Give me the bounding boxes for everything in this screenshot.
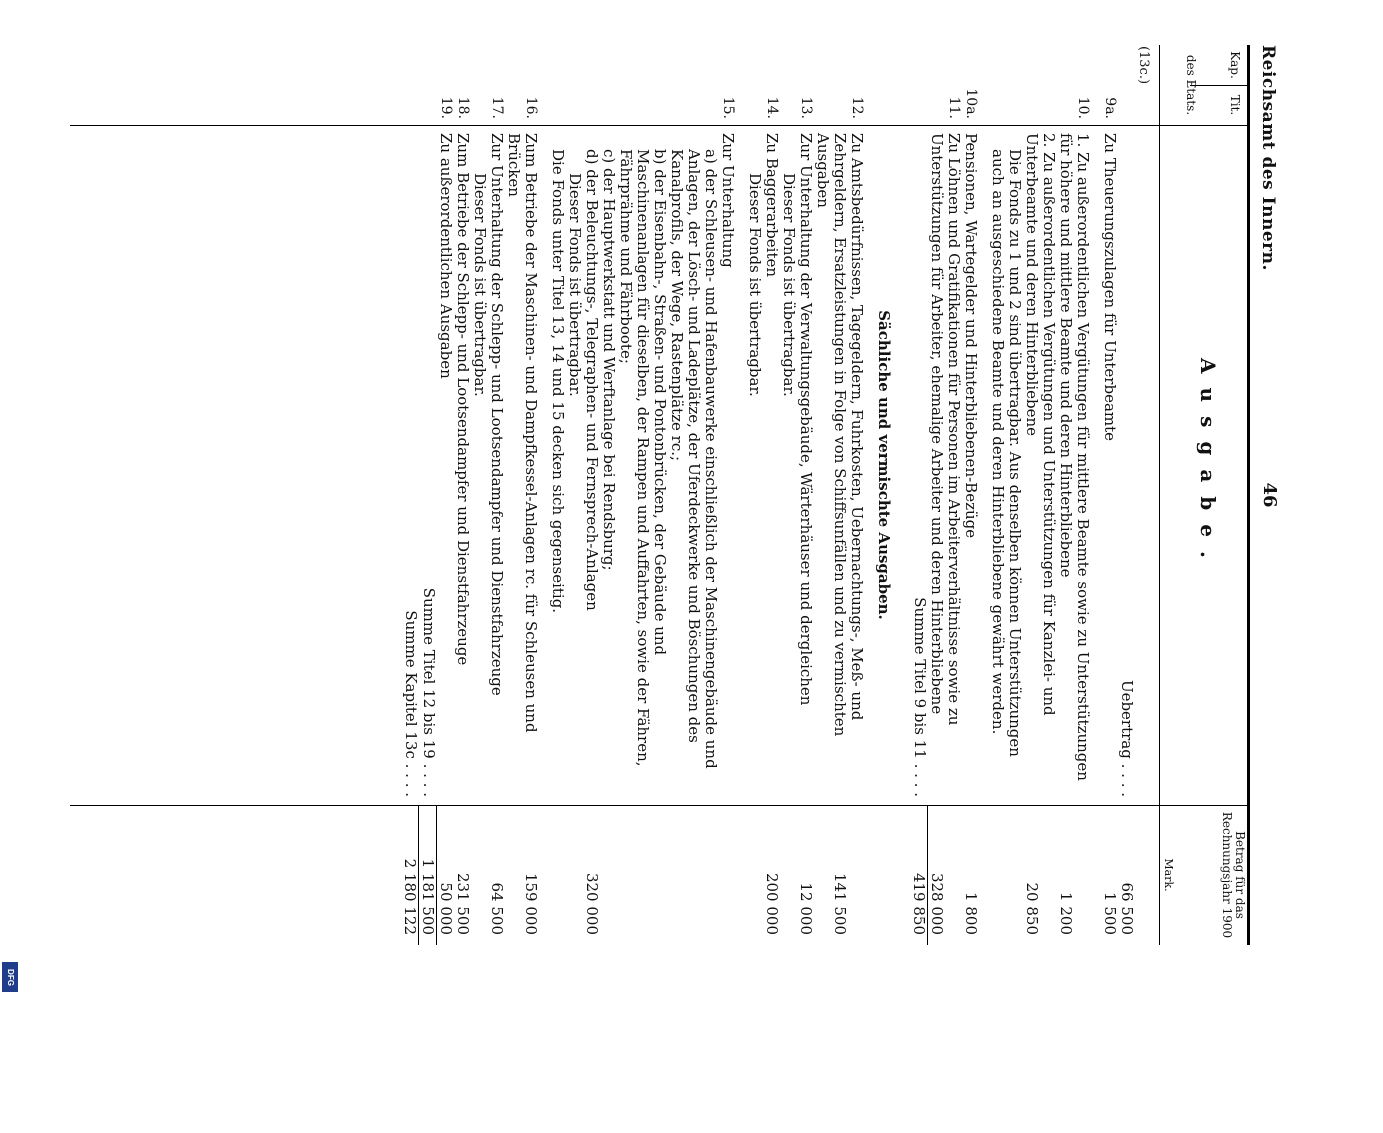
row-text: Zu Löhnen und Gratifikationen für Personen im Arbeiterverhältnisse sowie zu Unterstützungen für Arbeiter, ehemalige Arbeiter und deren Hinterbliebene bbox=[928, 133, 963, 726]
table-row bbox=[454, 45, 471, 945]
row-text: Die Fonds unter Titel 13, 14 und 15 decken sich gegenseitig. bbox=[549, 149, 567, 614]
row-tit: 9a. bbox=[1102, 97, 1118, 119]
table-row bbox=[471, 45, 488, 945]
table-row bbox=[600, 45, 617, 945]
row-text: d) der Beleuchtungs-, Telegraphen- und Fernsprech-Anlagen bbox=[583, 149, 601, 611]
table-row bbox=[419, 45, 437, 945]
row-amount: 320 000 bbox=[583, 872, 601, 935]
row-text: Zum Betriebe der Maschinen- und Dampfkessel-Anlagen rc. für Schleusen und Brücken bbox=[505, 133, 540, 733]
table-row bbox=[797, 45, 814, 945]
row-amount: 2 180 122 bbox=[401, 805, 419, 945]
row-amount: 1 500 bbox=[1101, 892, 1119, 935]
row-amount: 200 000 bbox=[763, 872, 781, 935]
row-amount: 1 181 500 bbox=[419, 805, 437, 945]
row-tit: 12. bbox=[849, 96, 865, 119]
table-row bbox=[1057, 45, 1091, 945]
row-text: Zur Unterhaltung der Verwaltungsgebäude, Wärterhäuser und dergleichen bbox=[797, 133, 815, 706]
row-tit: 14. bbox=[764, 96, 780, 119]
table-row bbox=[1023, 45, 1057, 945]
row-text: Dieser Fonds ist übertragbar. bbox=[746, 173, 764, 397]
row-text: Zu Theuerungszulagen für Unterbeamte bbox=[1101, 133, 1119, 442]
row-amount: 1 200 bbox=[1057, 892, 1075, 935]
row-text: Zur Unterhaltung bbox=[719, 133, 737, 268]
header-betrag: Betrag für das Rechnungsjahr 1900 bbox=[1220, 811, 1247, 939]
table-row bbox=[989, 45, 1023, 945]
row-text: 2. Zu außerordentlichen Vergütungen und Unterstützungen für Kanzlei- und Unterbeamte und deren Hinterbliebene bbox=[1023, 133, 1058, 716]
row-tit: 16. bbox=[523, 96, 539, 119]
table-row bbox=[875, 45, 892, 945]
row-tit: 19. bbox=[438, 96, 454, 119]
header-title: Ausgabe. bbox=[1196, 358, 1220, 572]
row-text: Zu Amtsbedürfnissen, Tagegeldern, Fuhrkosten, Uebernachtungs-, Meß- und Zehrgeldern, Ersatzleistungen in Folge von Schiffsunfällen und zu vermischten Ausgaben bbox=[814, 133, 866, 737]
row-text: b) der Eisenbahn-, Straßen- und Pontonbrücken, der Gebäude und Maschinenanlagen für dieselben, der Rampen und Auffahrten, sowie der Fähren, Fährprähme und Fährboote; bbox=[617, 149, 669, 767]
table-rows bbox=[401, 45, 1152, 945]
header-mark: Mark. bbox=[1162, 858, 1175, 892]
header-rule bbox=[1159, 45, 1160, 945]
row-tit: 15. bbox=[720, 96, 736, 119]
table-row bbox=[763, 45, 780, 945]
table-row bbox=[549, 45, 566, 945]
page-header bbox=[1250, 45, 1290, 945]
table-row bbox=[1118, 45, 1135, 945]
row-text: Zum Betriebe der Schlepp- und Lootsendampfer und Dienstfahrzeuge bbox=[454, 133, 472, 666]
row-text: Zu außerordentlichen Ausgaben bbox=[437, 133, 455, 379]
table-row bbox=[566, 45, 583, 945]
row-text: Summe Titel 12 bis 19 . . . . bbox=[420, 587, 438, 797]
row-amount: 159 000 bbox=[522, 872, 540, 935]
running-title: Reichsamt des Innern. bbox=[1258, 45, 1278, 271]
table-row bbox=[583, 45, 600, 945]
row-tit: 10. bbox=[1075, 96, 1091, 119]
row-text: Summe Kapitel 13c . . . . bbox=[402, 610, 420, 797]
table-row bbox=[1135, 45, 1152, 945]
table-row bbox=[719, 45, 736, 945]
row-amount: 20 850 bbox=[1023, 882, 1041, 935]
table-row bbox=[780, 45, 797, 945]
row-tit: 13. bbox=[798, 96, 814, 119]
header-des-etats: des Etats. bbox=[1184, 54, 1198, 116]
row-text: Uebertrag . . . . bbox=[1118, 679, 1136, 797]
table-row bbox=[668, 45, 719, 945]
dfg-logo-icon: DFG bbox=[2, 962, 18, 992]
row-text: Dieser Fonds ist übertragbar. bbox=[566, 173, 584, 397]
row-text: Zur Unterhaltung der Schlepp- und Lootsendampfer und Dienstfahrzeuge bbox=[488, 133, 506, 696]
row-amount: 328 000 bbox=[928, 872, 946, 935]
row-tit: 10a. bbox=[963, 88, 979, 119]
row-amount: 12 000 bbox=[797, 882, 815, 935]
top-rule bbox=[1247, 45, 1250, 945]
row-amount: 50 000 bbox=[437, 882, 455, 935]
header-kap: Kap. bbox=[1228, 51, 1242, 79]
row-amount: 66 500 bbox=[1118, 882, 1136, 935]
budget-table bbox=[50, 45, 1250, 945]
row-amount: 1 800 bbox=[962, 892, 980, 935]
table-row bbox=[437, 45, 454, 945]
section-heading: Sächliche und vermischte Ausgaben. bbox=[875, 310, 893, 620]
row-text: 1. Zu außerordentlichen Vergütungen für mittlere Beamte sowie zu Unterstützungen für höhere und mittlere Beamte und deren Hinterbliebene bbox=[1057, 133, 1092, 781]
table-row bbox=[505, 45, 539, 945]
row-amount: 419 850 bbox=[910, 805, 928, 945]
table-row bbox=[814, 45, 865, 945]
row-tit: 17. bbox=[489, 96, 505, 119]
row-text: Summe Titel 9 bis 11 . . . . bbox=[911, 597, 929, 797]
row-amount: 64 500 bbox=[488, 882, 506, 935]
document-page bbox=[30, 45, 1290, 945]
row-amount: 141 500 bbox=[831, 872, 849, 935]
table-row bbox=[928, 45, 962, 945]
header-tit: Tit. bbox=[1228, 94, 1242, 116]
table-row bbox=[746, 45, 763, 945]
table-row bbox=[617, 45, 668, 945]
dfg-side-strip bbox=[0, 0, 22, 1000]
row-kap: (13c.) bbox=[1136, 45, 1151, 85]
table-row bbox=[401, 45, 419, 945]
row-tit: 18. bbox=[455, 96, 471, 119]
row-text: c) der Hauptwerkstatt und Werftanlage bei Rendsburg; bbox=[600, 149, 618, 571]
row-amount: 231 500 bbox=[454, 872, 472, 935]
row-text: Pensionen, Wartegelder und Hinterbliebenen-Bezüge bbox=[962, 133, 980, 539]
table-row bbox=[1101, 45, 1118, 945]
row-text: Die Fonds zu 1 und 2 sind übertragbar. Aus denselben können Unterstützungen auch an ausgeschiedene Beamte und deren Hinterbliebene gewährt werden. bbox=[989, 149, 1024, 757]
row-tit: 11. bbox=[946, 96, 962, 119]
row-text: Dieser Fonds ist übertragbar. bbox=[780, 173, 798, 397]
table-row bbox=[910, 45, 928, 945]
table-row bbox=[962, 45, 979, 945]
table-row bbox=[488, 45, 505, 945]
row-text: Dieser Fonds ist übertragbar. bbox=[471, 173, 489, 397]
row-text: Zu Baggerarbeiten bbox=[763, 133, 781, 278]
row-text: a) der Schleusen- und Hafenbauwerke einschließlich der Maschinengebäude und Anlagen, der Lösch- und Ladeplätze, der Uferdeckwerke und Böschungen des Kanalprofils, der Wege, Rastenplätze rc.; bbox=[668, 149, 720, 769]
page-number: 46 bbox=[1259, 482, 1280, 508]
